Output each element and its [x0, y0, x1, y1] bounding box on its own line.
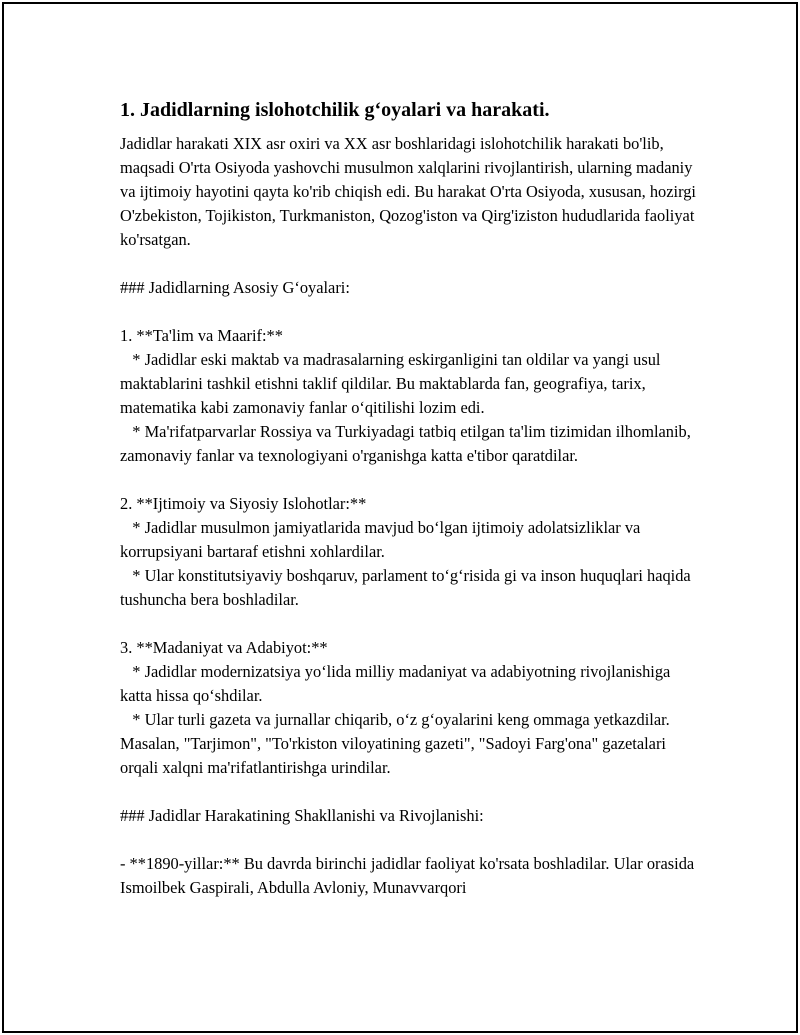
item-bullet-social-1: * Jadidlar musulmon jamiyatlarida mavjud bo‘lgan ijtimoiy adolatsizliklar va korrupsiyani bartaraf etishni xohlardilar.	[120, 518, 645, 561]
spacer	[120, 612, 700, 636]
section-heading-development: ### Jadidlar Harakatining Shakllanishi va Rivojlanishi:	[120, 806, 484, 825]
document-title: 1. Jadidlarning islohotchilik g‘oyalari va harakati.	[120, 99, 550, 121]
intro-paragraph: Jadidlar harakati XIX asr oxiri va XX asr boshlaridagi islohotchilik harakati bo'lib, maqsadi O'rta Osiyoda yashovchi musulmon xalqlarini rivojlantirish, ularning madaniy va ijtimoiy hayotini qayta ko'rib chiqish edi. Bu harakat O'rta Osiyoda, xususan, hozirgi O'zbekiston, Tojikiston, Turkmaniston, Qozog'iston va Qirg'iziston hududlarida faoliyat ko'rsatgan.	[120, 134, 701, 249]
document-content	[120, 96, 700, 900]
spacer	[120, 780, 700, 804]
item-title-social: 2. **Ijtimoiy va Siyosiy Islohotlar:**	[120, 494, 367, 513]
item-title-education: 1. **Ta'lim va Maarif:**	[120, 326, 283, 345]
spacer	[120, 300, 700, 324]
spacer	[120, 468, 700, 492]
item-bullet-culture-1: * Jadidlar modernizatsiya yo‘lida milliy madaniyat va adabiyotning rivojlanishiga katta hissa qo‘shdilar.	[120, 662, 675, 705]
period-paragraph-1890s: - **1890-yillar:** Bu davrda birinchi jadidlar faoliyat ko'rsata boshladilar. Ular orasida Ismoilbek Gaspirali, Abdulla Avloniy, Munavvarqori	[120, 854, 699, 897]
item-bullet-education-2: * Ma'rifatparvarlar Rossiya va Turkiyadagi tatbiq etilgan ta'lim tizimidan ilhomlanib, zamonaviy fanlar va texnologiyani o'rganishga katta e'tibor qaratdilar.	[120, 422, 695, 465]
spacer	[120, 252, 700, 276]
item-title-culture: 3. **Madaniyat va Adabiyot:**	[120, 638, 328, 657]
item-bullet-social-2: * Ular konstitutsiyaviy boshqaruv, parlament to‘g‘risida gi va inson huquqlari haqida tushuncha bera boshladilar.	[120, 566, 695, 609]
item-bullet-culture-2: * Ular turli gazeta va jurnallar chiqarib, o‘z g‘oyalarini keng ommaga yetkazdilar. Masalan, "Tarjimon", "To'rkiston viloyatining gazeti", "Sadoyi Farg'ona" gazetalari orqali xalqni ma'rifatlantirishga urindilar.	[120, 710, 674, 777]
section-heading-ideas: ### Jadidlarning Asosiy G‘oyalari:	[120, 278, 350, 297]
spacer	[120, 828, 700, 852]
item-bullet-education-1: * Jadidlar eski maktab va madrasalarning eskirganligini tan oldilar va yangi usul maktablarini tashkil etishni taklif qildilar. Bu maktablarda fan, geografiya, tarix, matematika kabi zamonaviy fanlar o‘qitilishi lozim edi.	[120, 350, 665, 417]
document-page	[2, 2, 798, 1033]
